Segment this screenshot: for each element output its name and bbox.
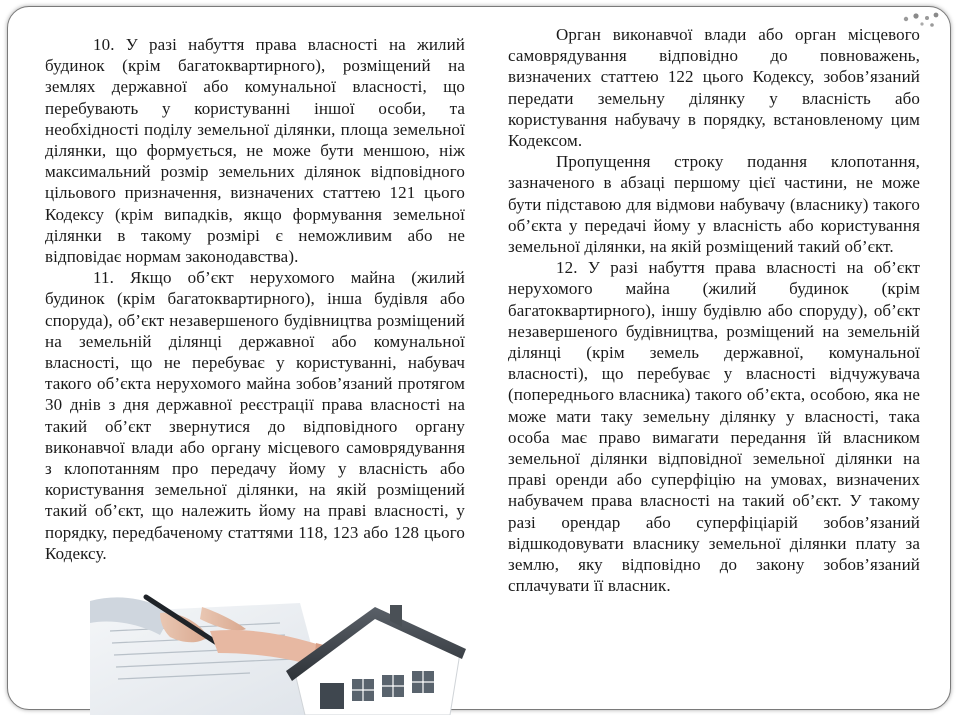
left-column [45, 34, 465, 564]
paragraph-missed-deadline: Пропущення строку подання клопотання, зазначеного в абзаці першому цієї частини, не може бути підставою для відмови набувачу (власнику) такого об’єкта у передачі йому у власність або користування земельної ділянки, на якій розміщений такий об’єкт. [508, 152, 920, 257]
paragraph-10: 10. У разі набуття права власності на жилий будинок (крім багатоквартирного), розміщений на землях державної або комунальної власності, що перебувають у користуванні іншої особи, та необхідності поділу земельної ділянки, площа земельної ділянки, що формується, не може бути меншою, ніж максимальний розмір земельних ділянок відповідного цільового призначення, визначених статтею 121 цього Кодексу (крім випадків, якщо формування земельної ділянки в такому розмірі є неможливим або не відповідає нормам законодавства). [45, 35, 465, 267]
paragraph-12: 12. У разі набуття права власності на об’єкт нерухомого майна (жилий будинок (крім багатоквартирного), іншу будівлю або споруду), об’єкт незавершеного будівництва, розміщений на земельній ділянці (крім земель державної, комунальної власності), що перебуває у власності відчужувача (попереднього власника) такого об’єкта, особою, яка не може мати таку земельну ділянку у власності, така особа має право вимагати передання їй власником земельної ділянки відповідної земельної ділянки на праві оренди або суперфіцію на умовах, визначених набувачем права власності на такий об’єкт. У такому разі орендар або суперфіціарій зобов’язаний відшкодовувати власнику земельної ділянки плату за землю, яку відповідно до закону зобов’язаний сплачувати її власник. [508, 258, 920, 596]
paragraph-authority: Орган виконавчої влади або орган місцевого самоврядування відповідно до повноважень, визначених статтею 122 цього Кодексу, зобов’язаний передати земельну ділянку у власність або користування набувачу в порядку, встановленому цим Кодексом. [508, 25, 920, 151]
paragraph-11: 11. Якщо об’єкт нерухомого майна (жилий будинок (крім багатоквартирного), інша будівля або споруда), об’єкт незавершеного будівництва розміщений на земельній ділянці державної або комунальної власності, що не перебуває у користуванні, набувач такого об’єкта нерухомого майна зобов’язаний протягом 30 днів з дня державної реєстрації права власності на такий об’єкт звернутися до відповідного органу виконавчої влади або органу місцевого самоврядування з клопотанням про передачу йому у власність або користування земельної ділянки, на якій розміщений такий об’єкт, що належить йому на праві власності, у порядку, передбаченому статтями 118, 123 або 128 цього Кодексу. [45, 268, 465, 563]
right-column [508, 24, 920, 596]
house-with-hand-and-pen-icon [90, 583, 470, 715]
